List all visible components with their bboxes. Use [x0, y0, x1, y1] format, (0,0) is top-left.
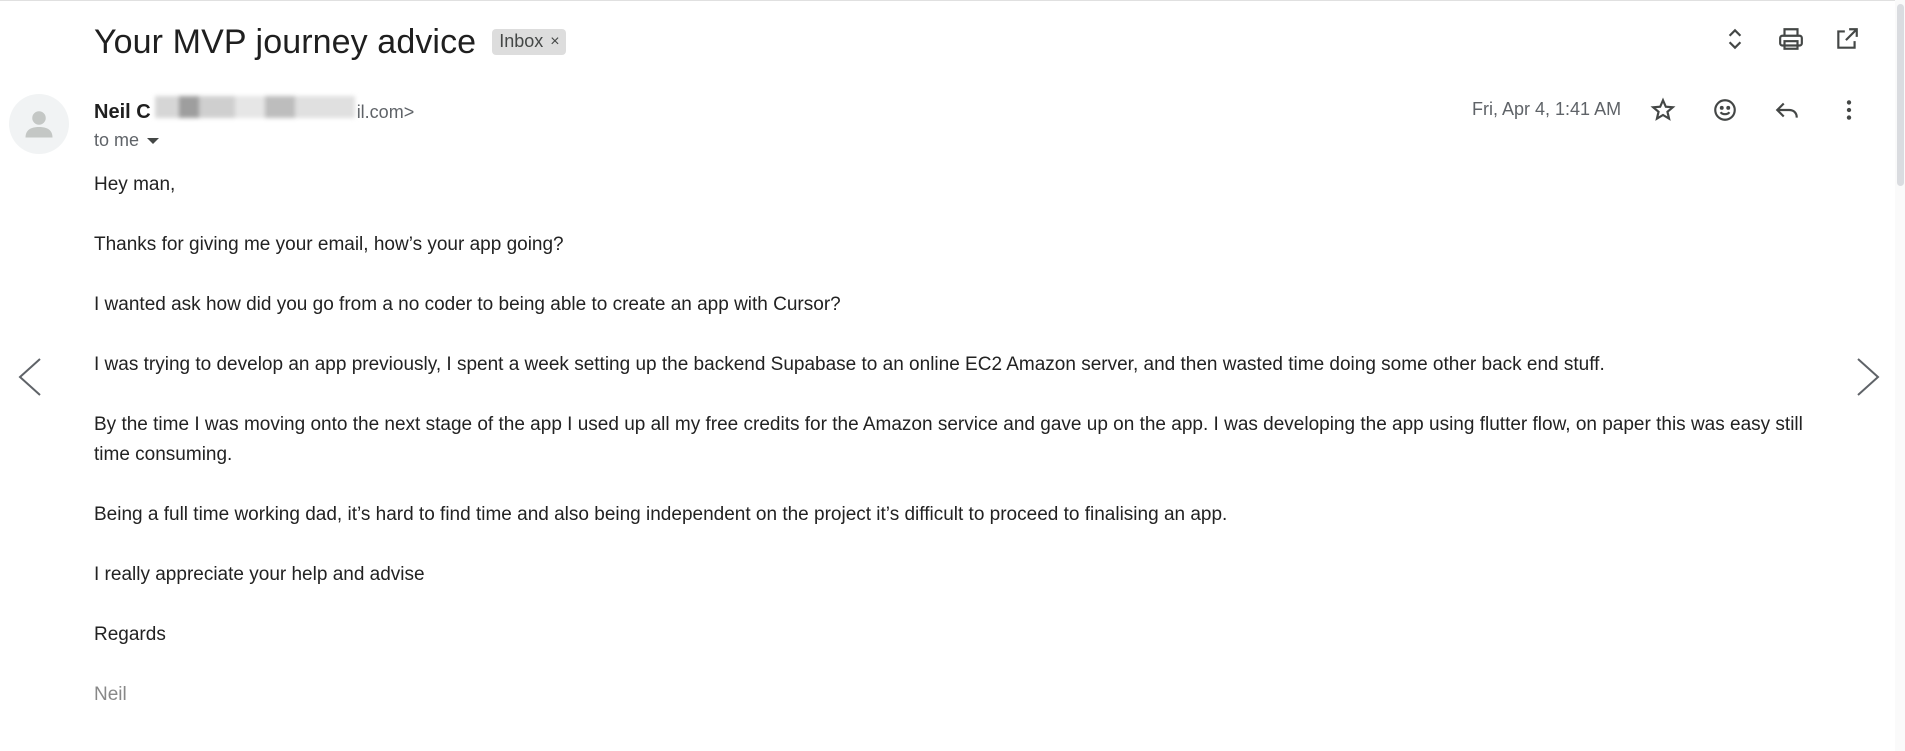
thread-toolbar — [1720, 24, 1862, 54]
message-date: Fri, Apr 4, 1:41 AM — [1472, 99, 1622, 119]
chevron-right-icon[interactable] — [1846, 355, 1886, 399]
sender-line — [94, 96, 414, 124]
sender-email: il.com> — [356, 102, 415, 122]
message-actions — [1648, 95, 1864, 125]
avatar[interactable] — [9, 94, 69, 154]
open-in-new-window-icon[interactable] — [1832, 24, 1862, 54]
star-icon[interactable] — [1648, 95, 1678, 125]
emoji-reaction-icon[interactable] — [1710, 95, 1740, 125]
reply-icon[interactable] — [1772, 95, 1802, 125]
scrollbar[interactable] — [1895, 0, 1905, 751]
body-paragraph: Being a full time working dad, it’s hard to find time and also being independent on the project it’s difficult to proceed to finalising an app. — [94, 504, 1228, 525]
remove-label-icon[interactable]: × — [550, 32, 560, 50]
redacted-area — [155, 96, 355, 118]
caret-down-icon — [147, 138, 159, 144]
recipient-details-toggle[interactable] — [94, 130, 159, 151]
more-options-icon[interactable] — [1834, 95, 1864, 125]
recipient-label: to me — [94, 130, 140, 150]
sender-name[interactable]: Neil C — [94, 101, 151, 123]
body-paragraph: Thanks for giving me your email, how’s your app going? — [94, 234, 564, 255]
body-paragraph: By the time I was moving onto the next stage of the app I used up all my free credits for the Amazon service and gave up on the app. I was developing the app using flutter flow, on paper this was easy still time consuming. — [94, 414, 1803, 465]
body-paragraph: I wanted ask how did you go from a no coder to being able to create an app with Cursor? — [94, 294, 841, 315]
inbox-label-chip[interactable] — [492, 29, 565, 55]
body-closing: Regards — [94, 624, 166, 645]
print-icon[interactable] — [1776, 24, 1806, 54]
top-divider — [0, 0, 1905, 1]
label-name: Inbox — [499, 31, 544, 51]
email-body — [94, 170, 1834, 740]
expand-collapse-icon[interactable] — [1720, 24, 1750, 54]
chevron-left-icon[interactable] — [12, 355, 52, 399]
body-paragraph: I really appreciate your help and advise — [94, 564, 425, 585]
subject-row — [94, 18, 566, 66]
email-subject: Your MVP journey advice — [94, 22, 477, 61]
body-signature: Neil — [94, 684, 127, 705]
scrollbar-thumb[interactable] — [1897, 4, 1904, 186]
body-greeting: Hey man, — [94, 174, 176, 195]
body-paragraph: I was trying to develop an app previously, I spent a week setting up the backend Supabase to an online EC2 Amazon server, and then wasted time doing some other back end stuff. — [94, 354, 1605, 375]
person-icon — [21, 106, 57, 142]
